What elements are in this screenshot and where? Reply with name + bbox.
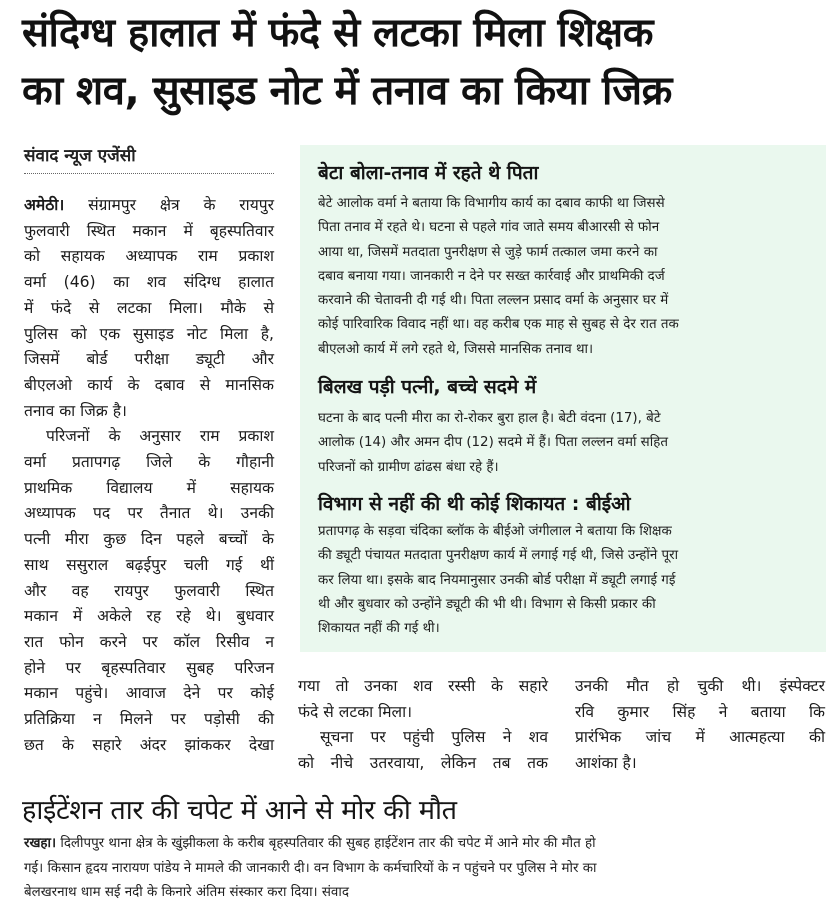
sidebar-line: प्रतापगढ़ के सड़वा चंदिका ब्लॉक के बीईओ जंगीलाल ने बताया कि शिक्षक (318, 524, 672, 539)
story-line: वर्मा प्रतापगढ़ जिले के गौहानी (24, 453, 274, 472)
story-line: प्रारंभिक जांच में आत्महत्या की (575, 728, 825, 747)
dateline: अमेठी। (24, 196, 65, 214)
sidebar-line: दबाव बनाया गया। जानकारी न देने पर सख्त कार्रवाई और प्राथमिकी दर्ज (318, 268, 665, 284)
story-line: मकान पहुंचे। आवाज देने पर कोई (24, 684, 274, 703)
sidebar-heading-2: बिलख पड़ी पत्नी, बच्चे सदमे में (318, 376, 537, 398)
story-line: होने पर बृहस्पतिवार सुबह परिजन (24, 658, 274, 677)
brief-line: गई। किसान हृदय नारायण पांडेय ने मामले की जानकारी दी। वन विभाग के कर्मचारियों के न पहुंचने पर पुलिस ने मोर का (24, 860, 597, 876)
story-line: मकान में अकेले रह रहे थे। बुधवार (24, 607, 274, 626)
story-line: गया तो उनका शव रस्सी के सहारे (298, 677, 548, 695)
sidebar-line: कर लिया था। इसके बाद नियमानुसार उनकी बोर्ड परीक्षा में ड्यूटी लगाई गई (318, 572, 676, 588)
story-line: छत के सहारे अंदर झांककर देखा (24, 735, 274, 754)
brief-line: बेलखरनाथ धाम सई नदी के किनारे अंतिम संस्कार करा दिया। संवाद (24, 885, 349, 900)
sidebar-line: बेटे आलोक वर्मा ने बताया कि विभागीय कार्य का दबाव काफी था जिससे (318, 196, 665, 211)
sidebar-line: कोई पारिवारिक विवाद नहीं था। वह करीब एक माह से सुबह से देर रात तक (318, 317, 679, 333)
sidebar-box (300, 145, 826, 652)
story-line: उनकी मौत हो चुकी थी। इंस्पेक्टर (575, 677, 825, 695)
brief-dateline: रखहा। (24, 836, 57, 851)
story-line: रात फोन करने पर कॉल रिसीव न (24, 632, 274, 651)
sidebar-line: घटना के बाद पत्नी मीरा का रो-रोकर बुरा हाल है। बेटी वंदना (17), बेटे (318, 411, 661, 426)
story-line: और वह रायपुर फुलवारी स्थित (24, 581, 274, 600)
story-column-3 (575, 674, 825, 777)
headline-line-2: का शव, सुसाइड नोट में तनाव का किया जिक्र (22, 68, 672, 114)
story-line: अमेठी। संग्रामपुर क्षेत्र के रायपुर (24, 196, 274, 214)
story-line: फुलवारी स्थित मकान में बृहस्पतिवार (24, 221, 274, 240)
sidebar-paragraph-1 (318, 192, 812, 362)
headline-line-1: संदिग्ध हालात में फंदे से लटका मिला शिक्षक (22, 10, 653, 56)
story-line: को नीचे उतरवाया, लेकिन तब तक (298, 754, 548, 773)
sidebar-line: थी और बुधवार को उन्होंने ड्यूटी की भी थी। विभाग से किसी प्रकार की (318, 596, 656, 612)
story-line: सूचना पर पहुंची पुलिस ने शव (320, 728, 548, 747)
story-line: रवि कुमार सिंह ने बताया कि (575, 702, 825, 721)
story-line: प्रतिक्रिया न मिलने पर पड़ोसी की (24, 710, 274, 729)
sidebar-line: परिजनों को ग्रामीण ढांढस बंधा रहे हैं। (318, 459, 499, 475)
sidebar-line: आया था, जिसमें मतदाता पुनरीक्षण से जुड़े फार्म तत्काल जमा करने का (318, 244, 658, 260)
story-line: प्राथमिक विद्यालय में सहायक (24, 478, 274, 497)
story-line: को सहायक अध्यापक राम प्रकाश (24, 247, 274, 266)
story-line: तनाव का जिक्र है। (24, 401, 127, 420)
sidebar-line: की ड्यूटी पंचायत मतदाता पुनरीक्षण कार्य में लगाई गई थी, जिसे उन्होंने पूरा (318, 548, 679, 564)
sidebar-line: शिकायत नहीं की गई थी। (318, 621, 440, 637)
sidebar-line: पिता तनाव में रहते थे। घटना से पहले गांव जाते समय बीआरसी से फोन (318, 220, 660, 236)
sidebar-line: बीएलओ कार्य में लगे रहते थे, जिससे मानसिक तनाव था। (318, 341, 594, 357)
story-line: पुलिस को एक सुसाइड नोट मिला है, (24, 324, 274, 343)
story-column-2 (298, 674, 548, 777)
story-line: जिसमें बोर्ड परीक्षा ड्यूटी और (24, 350, 274, 369)
byline: संवाद न्यूज एजेंसी (24, 146, 136, 166)
story-column-1 (24, 193, 274, 758)
story-line: अध्यापक पद पर तैनात थे। उनकी (24, 504, 274, 523)
main-headline (22, 4, 832, 120)
story-line: परिजनों के अनुसार राम प्रकाश (46, 427, 274, 446)
sidebar-line: आलोक (14) और अमन दीप (12) सदमे में हैं। पिता लल्लन वर्मा सहित (318, 435, 668, 451)
story-line: में फंदे से लटका मिला। मौके से (24, 298, 274, 317)
brief-story (24, 832, 824, 906)
dotted-divider (24, 173, 274, 174)
story-line: साथ ससुराल बढ़ईपुर चली गई थीं (24, 555, 274, 574)
brief-headline: हाईटेंशन तार की चपेट में आने से मोर की मौत (22, 795, 457, 826)
story-line: आशंका है। (575, 754, 637, 773)
sidebar-paragraph-2 (318, 407, 812, 480)
story-line: वर्मा (46) का शव संदिग्ध हालात (24, 273, 274, 292)
sidebar-heading-1: बेटा बोला-तनाव में रहते थे पिता (318, 162, 539, 184)
story-line: फंदे से लटका मिला। (298, 702, 413, 721)
brief-line: रखहा। दिलीपपुर थाना क्षेत्र के खुंझीकला के करीब बृहस्पतिवार की सुबह हाईटेंशन तार की चपेट में आने मोर की मौत हो (24, 836, 596, 851)
sidebar-line: करवाने की चेतावनी दी गई थी। पिता लल्लन प्रसाद वर्मा के अनुसार घर में (318, 293, 669, 309)
sidebar-paragraph-3 (318, 520, 812, 641)
story-line: पत्नी मीरा कुछ दिन पहले बच्चों के (24, 530, 274, 549)
story-line: बीएलओ कार्य के दबाव से मानसिक (24, 375, 274, 394)
sidebar-heading-3: विभाग से नहीं की थी कोई शिकायत : बीईओ (318, 493, 631, 515)
